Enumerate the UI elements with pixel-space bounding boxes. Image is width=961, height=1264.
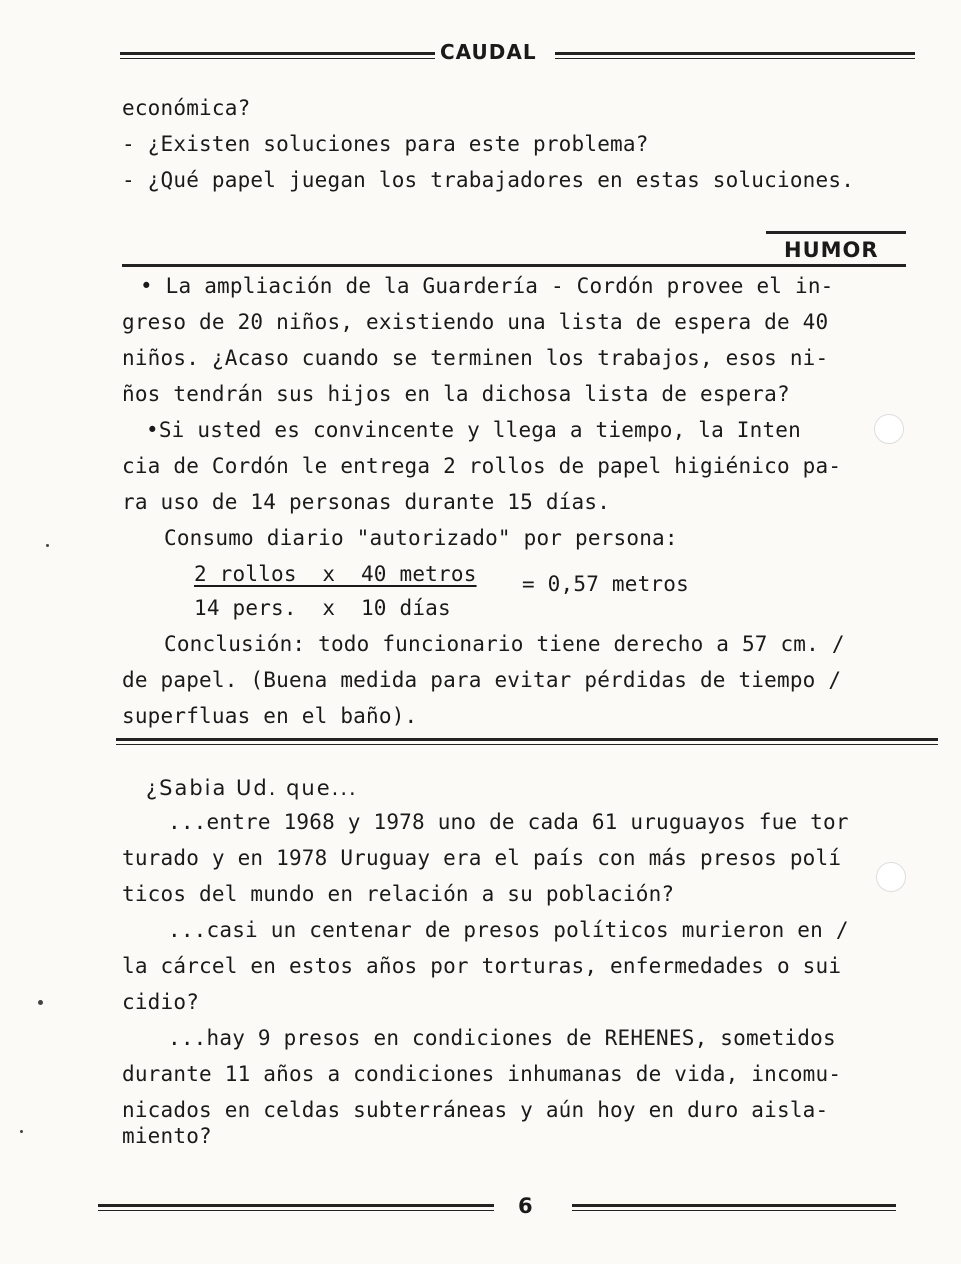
sabia-p2-line-2: la cárcel en estos años por torturas, enfermedades o sui (122, 954, 842, 978)
humor-rule-bottom (122, 264, 906, 267)
footer-rule-left-2 (98, 1210, 494, 1211)
punch-hole-bottom (876, 862, 906, 892)
speck (46, 544, 49, 547)
sabia-heading: ¿Sabia Ud. que... (146, 776, 358, 800)
sabia-p3-line-3: nicados en celdas subterráneas y aún hoy en duro aisla- (122, 1098, 829, 1122)
humor-p2-line-1: •Si usted es convincente y llega a tiempo, la Inten (146, 418, 801, 442)
top-line-2: - ¿Existen soluciones para este problema? (122, 132, 649, 156)
formula-numerator: 2 rollos x 40 metros (194, 562, 477, 586)
sabia-p1-line-3: ticos del mundo en relación a su población? (122, 882, 675, 906)
sabia-p3-line-2: durante 11 años a condiciones inhumanas de vida, incomu- (122, 1062, 842, 1086)
humor-p2-line-3: ra uso de 14 personas durante 15 días. (122, 490, 611, 514)
formula-result: = 0,57 metros (522, 572, 689, 596)
masthead-title: CAUDAL (440, 40, 537, 64)
masthead-rule-right-2 (555, 58, 915, 59)
sabia-p1-line-2: turado y en 1978 Uruguay era el país con más presos polí (122, 846, 842, 870)
humor-consumo: Consumo diario "autorizado" por persona: (164, 526, 678, 550)
humor-p1-line-1: • La ampliación de la Guardería - Cordón provee el in- (140, 274, 834, 298)
footer-rule-left (98, 1204, 494, 1207)
masthead-rule-left (120, 52, 435, 55)
humor-p2-line-2: cia de Cordón le entrega 2 rollos de papel higiénico pa- (122, 454, 842, 478)
page-number: 6 (518, 1194, 533, 1218)
humor-p1-line-2: greso de 20 niños, existiendo una lista de espera de 40 (122, 310, 829, 334)
humor-heading: HUMOR (784, 238, 879, 262)
section-rule-2 (116, 744, 938, 745)
humor-p1-line-4: ños tendrán sus hijos en la dichosa lista de espera? (122, 382, 790, 406)
speck (38, 1000, 43, 1005)
sabia-p2-line-3: cidio? (122, 990, 200, 1014)
sabia-p3-line-1: ...hay 9 presos en condiciones de REHENES, sometidos (168, 1026, 836, 1050)
section-rule-1 (116, 738, 938, 741)
humor-rule-top (766, 231, 906, 234)
humor-p1-line-3: niños. ¿Acaso cuando se terminen los trabajos, esos ni- (122, 346, 829, 370)
humor-conclusion-line-3: superfluas en el baño). (122, 704, 418, 728)
top-line-3: - ¿Qué papel juegan los trabajadores en estas soluciones. (122, 168, 855, 192)
humor-conclusion-line-1: Conclusión: todo funcionario tiene derecho a 57 cm. / (164, 632, 845, 656)
speck (20, 1130, 23, 1133)
sabia-p3-line-4: miento? (122, 1124, 212, 1148)
masthead-rule-right (555, 52, 915, 55)
sabia-p1-line-1: ...entre 1968 y 1978 uno de cada 61 uruguayos fue tor (168, 810, 849, 834)
sabia-p2-line-1: ...casi un centenar de presos políticos murieron en / (168, 918, 849, 942)
punch-hole-top (874, 414, 904, 444)
masthead-rule-left-2 (120, 58, 435, 59)
humor-conclusion-line-2: de papel. (Buena medida para evitar pérdidas de tiempo / (122, 668, 842, 692)
top-line-1: económica? (122, 96, 251, 120)
footer-rule-right (572, 1204, 896, 1207)
formula-denominator: 14 pers. x 10 días (194, 596, 451, 620)
footer-rule-right-2 (572, 1210, 896, 1211)
